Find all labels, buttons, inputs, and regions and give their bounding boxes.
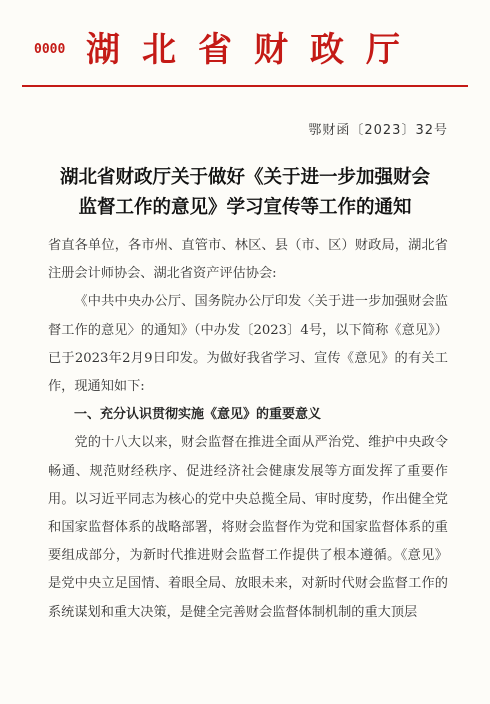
addressee: 省直各单位，各市州、直管市、林区、县（市、区）财政局，湖北省注册会计师协会、湖北省资产评估协会: [48, 238, 448, 282]
document-body [48, 232, 448, 627]
document-title-line: 湖北省财政厅关于做好《关于进一步加强财会 [59, 167, 430, 188]
letterhead [24, 22, 464, 84]
letterhead-red-rule [22, 85, 468, 87]
letterhead-org-name: 湖北省财政厅 [86, 30, 422, 70]
section-heading: 一、充分认识贯彻实施《意见》的重要意义 [74, 407, 322, 423]
document-title-line: 监督工作的意见》学习宣传等工作的通知 [78, 197, 412, 218]
body-paragraph: 党的十八大以来，财会监督在推进全面从严治党、维护中央政令畅通、规范财经秩序、促进经济社会健康发展等方面发挥了重要作用。以习近平同志为核心的党中央总揽全局、审时度势，作出健全党和国家监督体系的战略部署，将财会监督作为党和国家监督体系的重要组成部分，为新时代推进财会监督工作提供了根本遵循。《意见》是党中央立足国情、着眼全局、放眼未来，对新时代财会监督工作的系统谋划和重大决策，是健全完善财会监督体制机制的重大顶层 [48, 435, 448, 620]
letterhead-code: 0000 [34, 42, 66, 57]
document-title [30, 163, 460, 223]
document-number: 鄂财函〔2023〕32号 [308, 123, 448, 138]
body-paragraph: 《中共中央办公厅、国务院办公厅印发〈关于进一步加强财会监督工作的意见〉的通知》（中办发〔2023〕4号，以下简称《意见》）已于2023年2月9日印发。为做好我省学习、宣传《意见》的有关工作，现通知如下: [48, 294, 448, 395]
